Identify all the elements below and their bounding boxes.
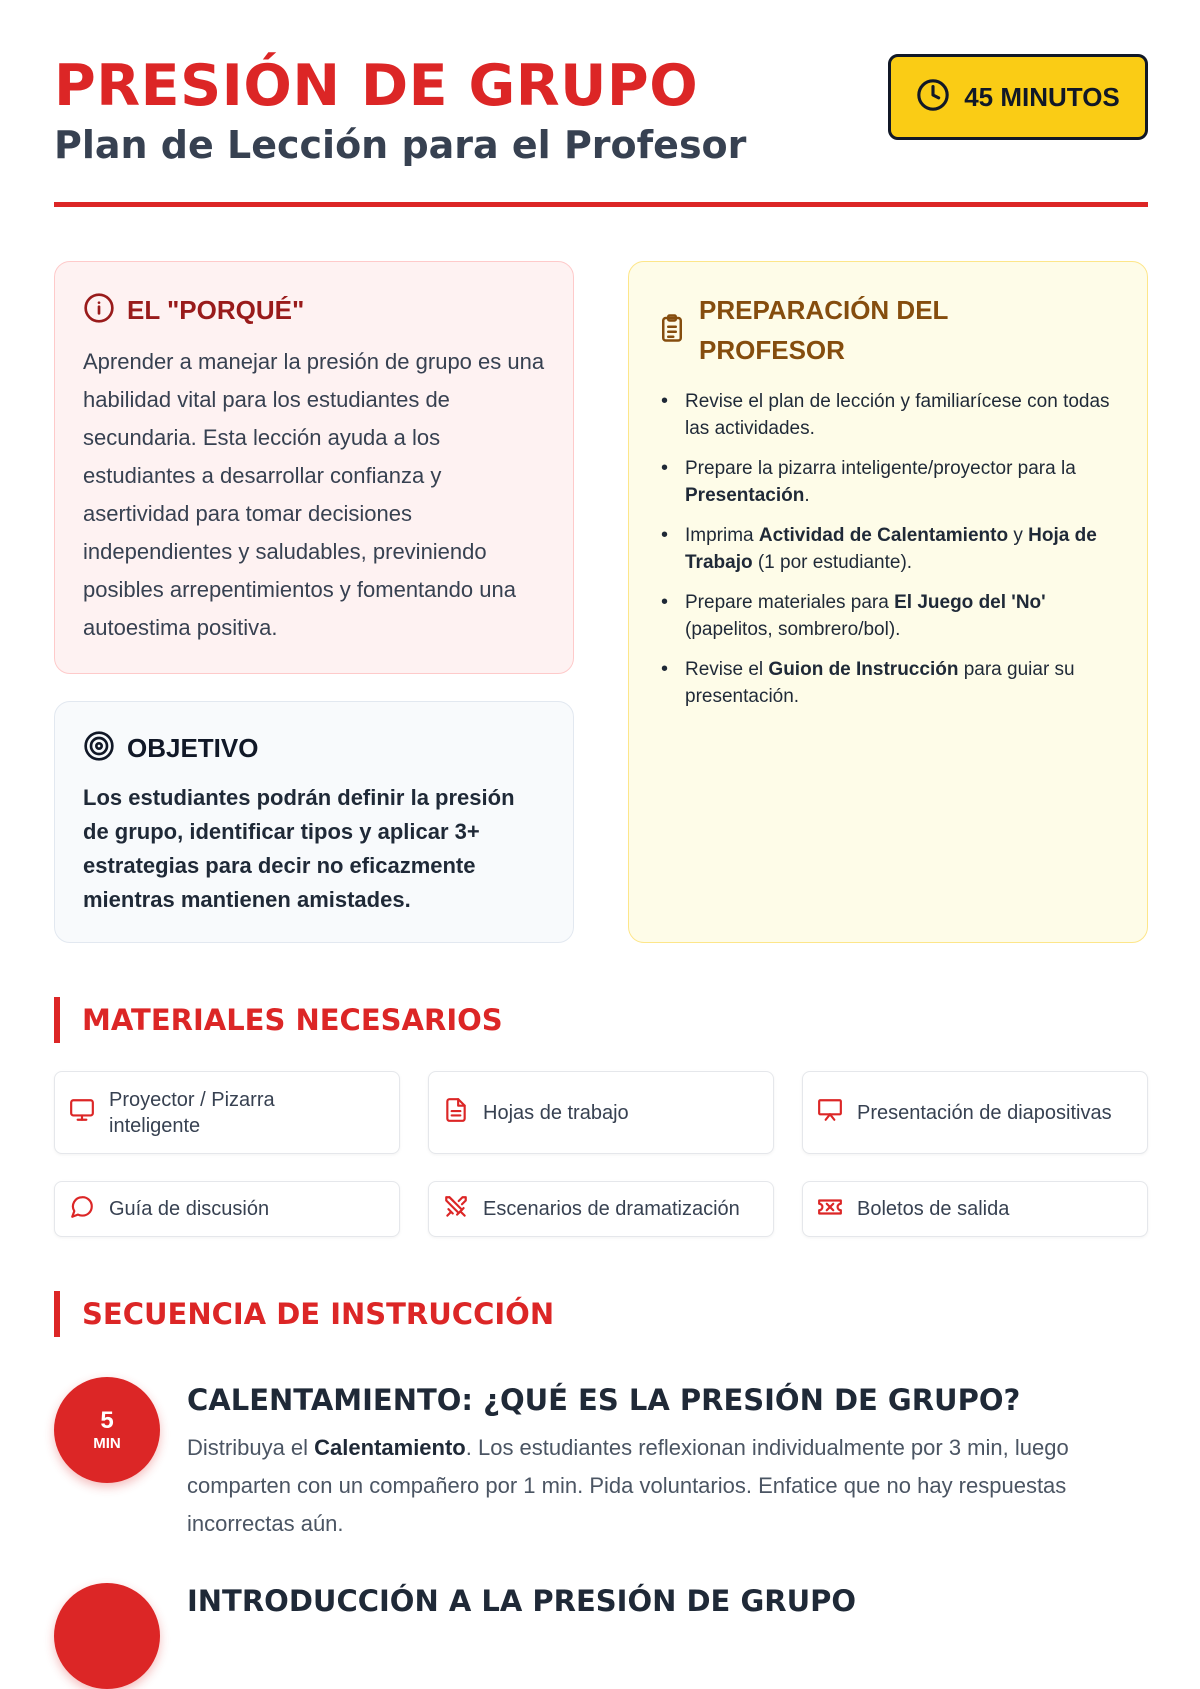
step-1-title: CALENTAMIENTO: ¿QUÉ ES LA PRESIÓN DE GRUPO? [187, 1383, 1021, 1417]
prep-item-bold-text: Hoja de Trabajo [685, 525, 1097, 573]
step-2-time-circle [54, 1583, 160, 1689]
why-card [54, 261, 574, 674]
prep-list-item [657, 589, 1119, 643]
step-1-desc-bold-text: Calentamiento [314, 1435, 466, 1460]
prep-list-item [657, 455, 1119, 509]
step-1-desc-text: . Los estudiantes reflexionan individualmente por 3 min, luego comparten con un compañero por 1 min. Pida voluntarios. Enfatice que no hay respuestas incorrectas aún. [187, 1435, 1069, 1536]
prep-item-text: (papelitos, sombrero/bol). [685, 619, 901, 640]
objective-card-title: OBJETIVO [127, 733, 259, 763]
material-label: Boletos de salida [857, 1198, 1010, 1220]
prep-card-header [657, 290, 1119, 370]
prep-item-text: Revise el [685, 659, 769, 680]
prep-list-item [657, 656, 1119, 710]
info-icon [83, 292, 115, 329]
clipboard-icon [657, 313, 687, 348]
prep-list-item [657, 522, 1119, 576]
lesson-plan-page [54, 0, 1148, 1618]
step-1-minutes: 5 [100, 1407, 114, 1434]
prep-item-bold-text: Presentación [685, 485, 805, 506]
material-label: Hojas de trabajo [483, 1101, 629, 1124]
clock-icon [916, 78, 950, 117]
material-label: Guía de discusión [109, 1198, 270, 1220]
objective-card-header [83, 730, 545, 767]
step-1-desc-text: Distribuya el [187, 1435, 315, 1460]
sequence-heading: SECUENCIA DE INSTRUCCIÓN [54, 1291, 554, 1337]
page-title: PRESIÓN DE GRUPO [54, 53, 699, 119]
prep-item-text: y [1008, 525, 1029, 546]
prep-card-title: PREPARACIÓN DEL PROFESOR [699, 295, 948, 365]
duration-badge [888, 54, 1148, 140]
prep-item-bold-text: Guion de Instrucción [768, 659, 959, 680]
prep-list-item [657, 388, 1119, 442]
material-item-slides [802, 1071, 1148, 1154]
step-1-unit: MIN [93, 1435, 121, 1452]
prep-item-text: (1 por estudiante). [752, 552, 913, 573]
chat-bubble-icon [69, 1194, 95, 1225]
why-card-text: Aprender a manejar la presión de grupo es una habilidad vital para los estudiantes de secundaria. Esta lección ayuda a los estudiantes a desarrollar confianza y asertividad para tomar decisiones independientes y saludables, previniendo posibles arrepentimientos y fomentando una autoestima positiva. [83, 349, 545, 640]
materials-heading: MATERIALES NECESARIOS [54, 997, 503, 1043]
prep-item-text: Prepare materiales para [685, 592, 895, 613]
why-card-header [83, 292, 545, 329]
material-item-roleplay [428, 1181, 774, 1237]
prep-item-text: Imprima [685, 525, 759, 546]
crossed-swords-icon [443, 1194, 469, 1225]
objective-card [54, 701, 574, 943]
step-1-time-circle [54, 1377, 160, 1483]
monitor-icon [69, 1097, 95, 1128]
prep-item-text: Revise el plan de lección y familiarícese con todas las actividades. [685, 391, 1110, 439]
material-item-discussion-guide [54, 1181, 400, 1237]
material-label: Escenarios de dramatización [483, 1198, 740, 1220]
page-subtitle: Plan de Lección para el Profesor [54, 123, 747, 167]
why-card-title: EL "PORQUÉ" [127, 295, 305, 325]
duration-label: 45 MINUTOS [964, 81, 1120, 112]
prep-list [657, 388, 1119, 710]
prep-item-bold-text: Actividad de Calentamiento [758, 525, 1009, 546]
objective-card-text: Los estudiantes podrán definir la presión de grupo, identificar tipos y aplicar 3+ estrategias para decir no eficazmente mientras mantienen amistades. [83, 785, 515, 912]
prep-item-text: Prepare la pizarra inteligente/proyector para la [685, 458, 1076, 479]
teacher-prep-card [628, 261, 1148, 943]
prep-item-bold-text: El Juego del 'No' [894, 592, 1046, 613]
step-1-description [187, 1429, 1147, 1543]
document-icon [443, 1097, 469, 1128]
material-label: Presentación de diapositivas [857, 1101, 1112, 1124]
material-item-worksheets [428, 1071, 774, 1154]
material-item-projector [54, 1071, 400, 1154]
target-icon [83, 730, 115, 767]
presentation-icon [817, 1097, 843, 1128]
ticket-icon [817, 1194, 843, 1225]
material-item-exit-tickets [802, 1181, 1148, 1237]
step-2-title: INTRODUCCIÓN A LA PRESIÓN DE GRUPO [187, 1584, 857, 1618]
prep-item-text: . [804, 485, 810, 506]
material-label: Proyector / Pizarra inteligente [109, 1088, 275, 1137]
header [54, 0, 1148, 207]
prep-item-text: para guiar su presentación. [685, 659, 1075, 707]
